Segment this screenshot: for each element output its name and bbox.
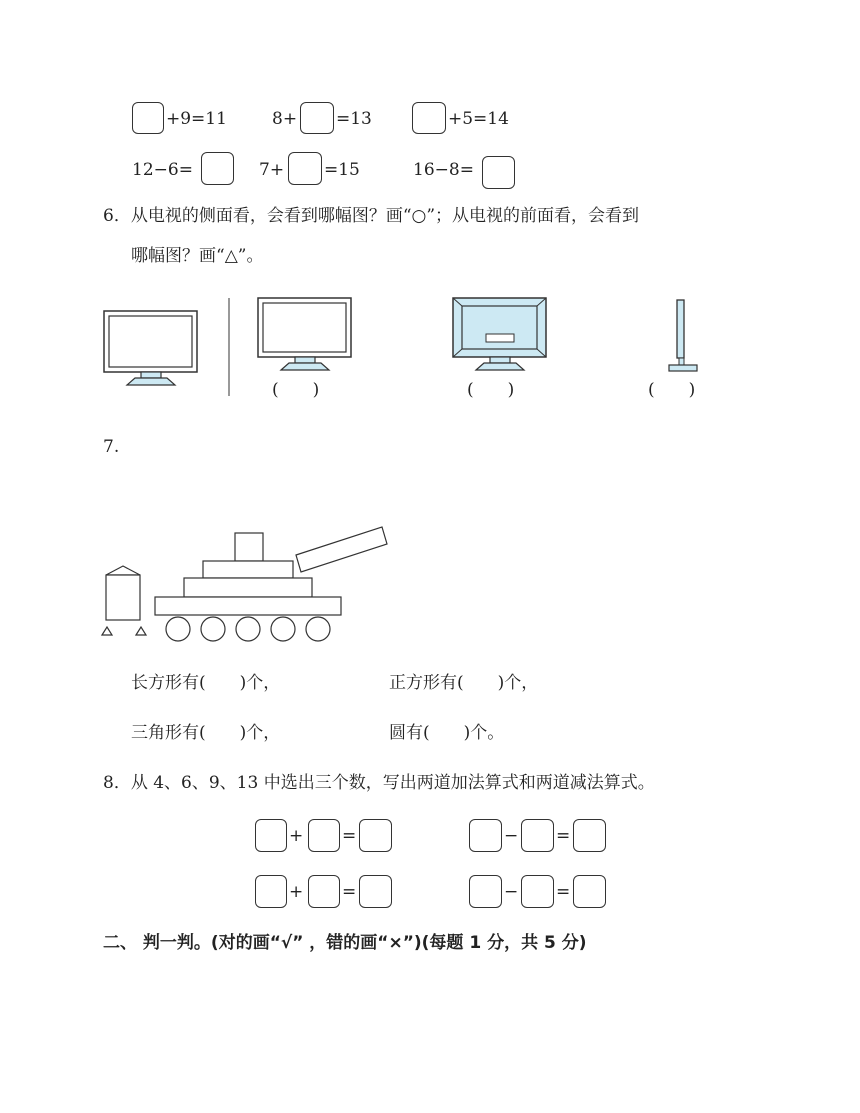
answer-box[interactable] [359,819,392,852]
answer-slot[interactable]: ( ) [272,380,320,400]
square-count-label: 正方形有( )个， [389,673,539,693]
question-8-text: 8．从 4、6、9、13 中选出三个数，写出两道加法算式和两道减法算式。 [103,773,655,793]
tv-option-1-image [258,298,351,370]
equation-text: 7+ [259,160,285,180]
answer-box[interactable] [308,875,340,908]
small-triangle [136,627,146,635]
answer-box[interactable] [573,819,606,852]
answer-box[interactable] [308,819,340,852]
wheel-circle [236,617,260,641]
answer-box[interactable] [288,152,322,185]
middle-rectangle [184,578,312,597]
equation-text: +5=14 [448,109,509,129]
answer-slot[interactable]: ( ) [648,380,696,400]
answer-box[interactable] [521,819,554,852]
answer-box[interactable] [412,102,446,134]
house-body-rectangle [106,575,140,620]
question-7-number: 7. [103,437,120,457]
house-roof-triangle [106,566,140,575]
rectangle-count-label: 长方形有( )个， [131,673,281,693]
base-rectangle [155,597,341,615]
tv-figures [95,290,735,410]
answer-slot[interactable]: ( ) [467,380,515,400]
equals-sign: = [342,882,357,902]
tv-option-3-image [669,300,697,371]
minus-sign: − [504,882,519,902]
section-2-heading: 二、 判一判。(对的画“√” ，错的画“×”)(每题 1 分，共 5 分) [103,933,587,953]
barrel-rectangle [296,527,387,572]
equation-text: =13 [336,109,372,129]
answer-box[interactable] [359,875,392,908]
answer-box[interactable] [132,102,164,134]
answer-box[interactable] [469,819,502,852]
answer-box[interactable] [482,156,515,189]
plus-sign: + [289,882,304,902]
equals-sign: = [342,826,357,846]
wheel-circle [166,617,190,641]
small-triangle [102,627,112,635]
top-rectangle [203,561,293,578]
plus-sign: + [289,826,304,846]
wheel-circle [271,617,295,641]
answer-box[interactable] [201,152,234,185]
minus-sign: − [504,826,519,846]
equals-sign: = [556,882,571,902]
answer-box[interactable] [573,875,606,908]
answer-box[interactable] [521,875,554,908]
wheel-circle [201,617,225,641]
answer-box[interactable] [469,875,502,908]
answer-box[interactable] [255,819,287,852]
triangle-count-label: 三角形有( )个， [131,723,281,743]
equation-text: +9=11 [166,109,227,129]
tv-option-2-image [453,298,546,370]
answer-box[interactable] [300,102,334,134]
equation-text: 12−6= [132,160,193,180]
answer-box[interactable] [255,875,287,908]
circle-count-label: 圆有( )个。 [389,723,505,743]
question-6-text-cont: 哪幅图？画“△”。 [131,246,264,266]
reference-tv-image [104,311,197,385]
equation-text: =15 [324,160,360,180]
tank-figure [98,520,398,650]
equals-sign: = [556,826,571,846]
question-6-text: 6．从电视的侧面看，会看到哪幅图？画“○”；从电视的前面看，会看到 [103,206,640,226]
turret-square [235,533,263,561]
equation-text: 16−8= [413,160,474,180]
equation-text: 8+ [272,109,298,129]
wheel-circle [306,617,330,641]
